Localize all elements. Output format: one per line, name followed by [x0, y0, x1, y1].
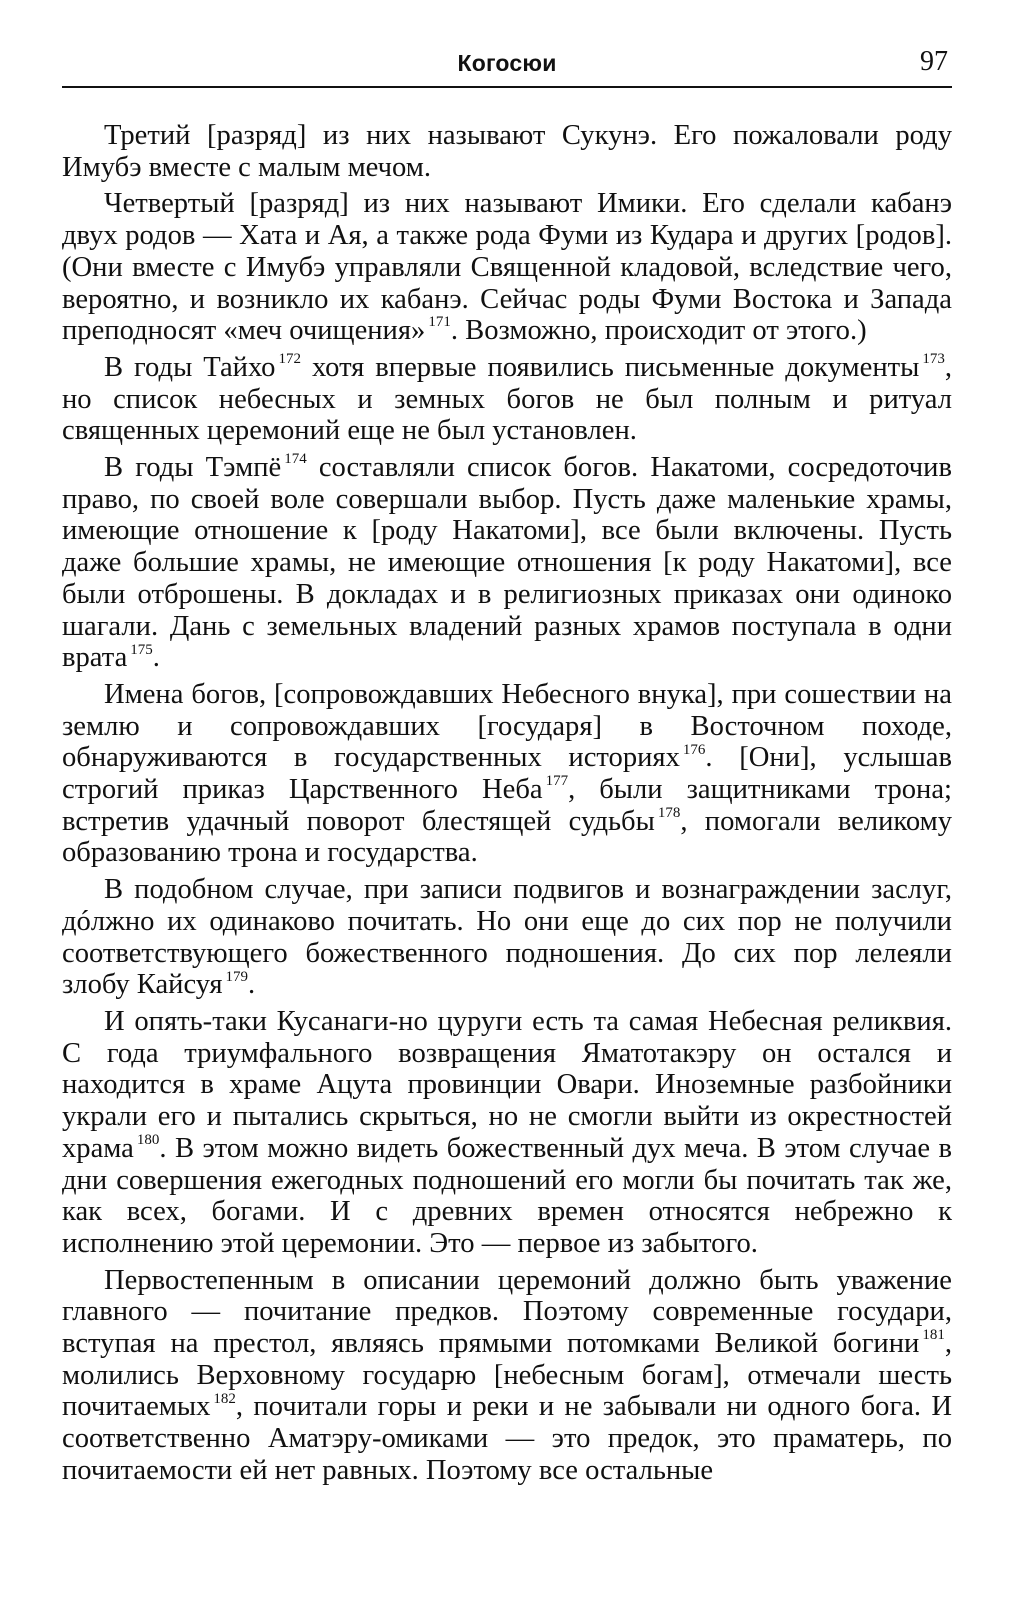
- footnote-marker: 177: [545, 773, 569, 790]
- text-segment: , но список небесных и земных богов не был полным и ритуал священных церемоний еще не был установлен.: [62, 351, 952, 447]
- paragraph: [62, 1265, 952, 1487]
- page-number: 97: [920, 46, 948, 77]
- footnote-marker: 182: [213, 1390, 236, 1407]
- paragraph: [62, 679, 952, 869]
- footnote-marker: 179: [225, 968, 249, 985]
- footnote-marker: 178: [657, 805, 681, 822]
- text-segment: составляли список богов. Накатоми, сосредоточив право, по своей воле совершали выбор. Пусть даже маленькие храмы, имеющие отношение к [роду Накатоми], все были включены. Пусть даже большие храмы, не имеющие отношения [к роду Накатоми], все были отброшены. В докладах и в религиозных приказах они одиноко шагали. Дань с земельных владений разных храмов поступала в одни врата: [62, 452, 952, 674]
- paragraph: [62, 120, 952, 183]
- text-segment: Третий [разряд] из них называют Сукунэ. Его пожаловали роду Имубэ вместе с малым мечом.: [62, 120, 952, 183]
- text-segment: .: [248, 969, 256, 1001]
- text-segment: . В этом можно видеть божественный дух меча. В этом случае в дни совершения ежегодных подношений его могли бы почитать так же, как всех, богами. И с древних времен относятся небрежно к исполнению этой церемонии. Это — первое из забытого.: [62, 1132, 952, 1259]
- footnote-marker: 171: [428, 314, 451, 331]
- book-page: [62, 40, 952, 1492]
- text-segment: . Возможно, происходит от этого.): [450, 315, 867, 347]
- running-header: [62, 40, 952, 88]
- footnote-marker: 175: [130, 641, 153, 658]
- text-segment: , молились Верховному государю [небесным богам], отмечали шесть почитаемых: [62, 1328, 952, 1423]
- text-segment: . [Они], услышав строгий приказ Царственного Неба: [62, 742, 952, 806]
- footnote-marker: 181: [922, 1327, 945, 1344]
- paragraph: [62, 188, 952, 347]
- text-segment: Четвертый [разряд] из них называют Имики. Его сделали кабанэ двух родов — Хата и Ая, а также рода Фуми из Кудара и других [родов]. (Они вместе с Имубэ управляли Священной кладовой, вследствие чего, вероятно, и возникло их кабанэ. Сейчас роды Фуми Востока и Запада преподносят «меч очищения»: [62, 188, 952, 347]
- footnote-marker: 172: [278, 351, 301, 368]
- text-segment: Имена богов, [сопровождавших Небесного внука], при сошествии на землю и сопровождавших [государя] в Восточном походе, обнаруживаются в государственных историях: [62, 678, 952, 774]
- text-segment: хотя впервые появились письменные документы: [300, 351, 920, 383]
- text-segment: И опять-таки Кусанаги-но цуруги есть та самая Небесная реликвия. С года триумфального возвращения Яматотакэру он остался и находится в храме Ацута провинции Овари. Иноземные разбойники украли его и пытались скрыться, но не смогли выйти из окрестностей храма: [62, 1005, 952, 1164]
- text-segment: В подобном случае, при записи подвигов и вознаграждении заслуг, дóлжно их одинаково почитать. Но они еще до сих пор не получили соответствующего божественного подношения. До сих пор лелеяли злобу Кайсуя: [62, 874, 952, 1001]
- footnote-marker: 173: [922, 351, 945, 368]
- paragraph: [62, 452, 952, 674]
- running-title: Когосюи: [457, 50, 557, 76]
- text-segment: , были защитниками трона; встретив удачный поворот блестящей судьбы: [62, 774, 952, 837]
- text-segment: , помогали великому образованию трона и государства.: [62, 805, 953, 869]
- text-segment: В годы Тайхо: [104, 351, 276, 383]
- footnote-marker: 174: [284, 451, 307, 468]
- paragraph: [62, 1006, 952, 1260]
- text-segment: .: [152, 642, 160, 674]
- footnote-marker: 176: [682, 741, 706, 758]
- text-segment: В годы Тэмпё: [104, 452, 282, 484]
- paragraph: [62, 874, 952, 1001]
- text-segment: Первостепенным в описании церемоний должно быть уважение главного — почитание предков. Поэтому современные государи, вступая на престол, являясь прямыми потомками Великой богини: [62, 1264, 952, 1360]
- footnote-marker: 180: [136, 1132, 160, 1149]
- paragraph: [62, 352, 952, 447]
- body-text: [62, 120, 952, 1487]
- text-segment: , почитали горы и реки и не забывали ни одного бога. И соответственно Аматэру-омиками — это предок, это праматерь, по почитаемости ей нет равных. Поэтому все остальные: [62, 1391, 952, 1486]
